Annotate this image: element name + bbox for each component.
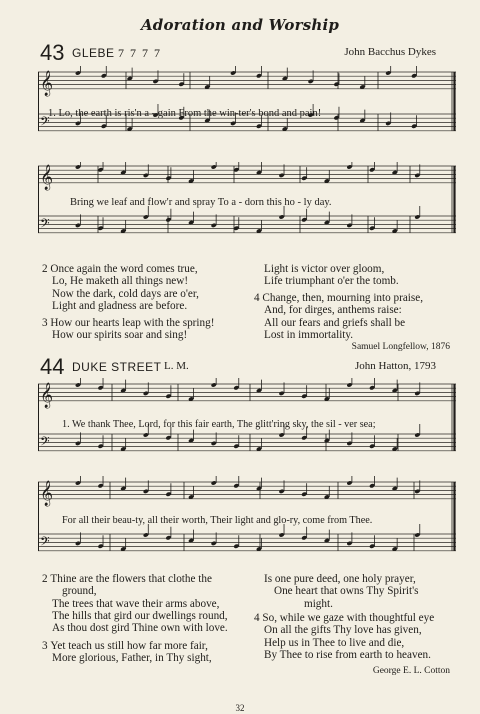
verse-line: The hills that gird our dwellings round, (52, 609, 228, 622)
svg-text:𝄞: 𝄞 (40, 70, 54, 96)
svg-text:𝄢: 𝄢 (40, 433, 50, 452)
music-system (38, 66, 456, 148)
author: Samuel Longfellow, 1876 (351, 342, 450, 352)
svg-text:𝄞: 𝄞 (40, 382, 54, 408)
verse-number: 3 (42, 640, 48, 652)
lyric-line: For all their beau-ty, all their worth, Their light and glo-ry, come from Thee. (62, 515, 373, 526)
verse (254, 292, 464, 341)
verse-line: By Thee to rise from earth to heaven. (264, 648, 431, 661)
verse-line: Once again the word comes true, (50, 263, 198, 275)
verse (42, 263, 242, 312)
verse-number: 4 (254, 612, 260, 624)
verse-line: How our hearts leap with the spring! (50, 317, 215, 329)
page-number: 32 (235, 703, 245, 713)
verse (254, 612, 464, 661)
verse (42, 640, 252, 665)
verse-number: 3 (42, 317, 48, 329)
music-system (38, 162, 456, 256)
svg-text:𝄢: 𝄢 (40, 533, 50, 552)
verse-line: Light and gladness are before. (52, 299, 188, 312)
verse-line: So, while we gaze with thoughtful eye (262, 612, 435, 624)
verse-line: Is one pure deed, one holy prayer, (264, 573, 416, 585)
composer: John Bacchus Dykes (344, 46, 436, 58)
lyric-line: Bring we leaf and flow'r and spray To a - dorn this ho - ly day. (70, 197, 332, 208)
verse (42, 573, 252, 634)
hymn-number: 43 (40, 40, 65, 65)
verse-line: Change, then, mourning into praise, (262, 292, 424, 304)
svg-text:𝄞: 𝄞 (40, 164, 54, 190)
meter: 7 7 7 7 (118, 46, 162, 60)
lyric-line: 1. Lo, the earth is ris'n a - gain From the win-ter's bond and pain! (48, 108, 322, 119)
section-header: Adoration and Worship (140, 16, 340, 34)
verse-number: 2 (42, 263, 48, 275)
verse-number: 2 (42, 573, 48, 585)
composer: John Hatton, 1793 (355, 360, 436, 372)
verse-line: Lo, He maketh all things new! (52, 275, 189, 288)
verse-line: might. (304, 597, 333, 610)
svg-text:𝄞: 𝄞 (40, 480, 54, 506)
verse-line: All our fears and griefs shall be (264, 316, 406, 329)
verse (264, 263, 464, 288)
hymn-number: 44 (40, 354, 65, 379)
lyric-line: 1. We thank Thee, Lord, for this fair earth, The glitt'ring sky, the sil - ver sea; (62, 419, 376, 430)
verse-line: Light is victor over gloom, (264, 263, 385, 275)
verse-line: Yet teach us still how far more fair, (50, 640, 208, 652)
svg-text:𝄢: 𝄢 (40, 215, 50, 234)
tune-name: GLEBE (72, 46, 115, 60)
staff-lines (38, 66, 456, 148)
verse-line: More glorious, Father, in Thy sight, (52, 652, 212, 665)
author: George E. L. Cotton (372, 666, 450, 676)
verse-line: As thou dost gird Thine own with love. (52, 622, 228, 635)
verse-line: Now the dark, cold days are o'er, (52, 287, 199, 300)
verse-number: 4 (254, 292, 260, 304)
verse-line: Thine are the flowers that clothe the (50, 573, 212, 585)
verse-line: ground, (62, 585, 97, 598)
verse-line: On all the gifts Thy love has given, (264, 624, 422, 637)
verse-line: Life triumphant o'er the tomb. (264, 275, 399, 288)
meter: L. M. (164, 360, 189, 372)
verse-line: One heart that owns Thy Spirit's (274, 585, 419, 598)
verse (42, 317, 252, 342)
verse-line: Lost in immortality. (264, 328, 354, 341)
svg-text:𝄢: 𝄢 (40, 113, 50, 132)
verse-line: And, for dirges, anthems raise: (264, 304, 402, 317)
verse-line: How our spirits soar and sing! (52, 329, 188, 342)
staff-lines (38, 162, 456, 256)
verse-line: The trees that wave their arms above, (52, 597, 220, 610)
verse-line: Help us in Thee to live and die, (264, 636, 405, 649)
tune-name: DUKE STREET (72, 360, 162, 374)
verse (264, 573, 464, 610)
